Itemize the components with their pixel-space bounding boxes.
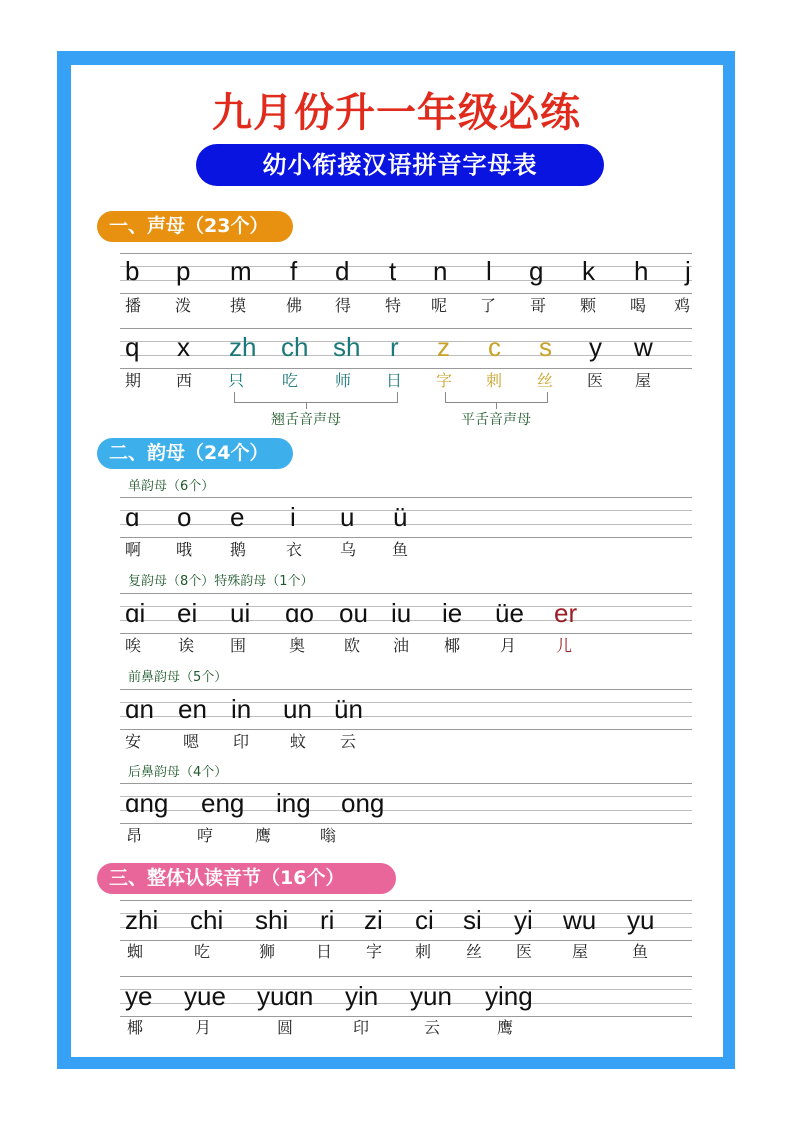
example-char: 狮 bbox=[259, 942, 276, 961]
section-heading-finals: 二、韵母（24个） bbox=[97, 438, 293, 469]
pinyin-letter: en bbox=[178, 694, 207, 724]
section-heading-whole-syllables: 三、整体认读音节（16个） bbox=[97, 863, 396, 894]
example-char: 摸 bbox=[230, 296, 247, 315]
pinyin-letter: w bbox=[634, 332, 653, 362]
example-char: 月 bbox=[195, 1018, 212, 1037]
pinyin-syllable: yin bbox=[345, 981, 379, 1011]
example-char: 椰 bbox=[444, 636, 461, 655]
example-char: 啊 bbox=[125, 540, 142, 559]
example-char: 字 bbox=[366, 942, 383, 961]
pinyin-syllable: zi bbox=[364, 905, 383, 935]
example-char: 奥 bbox=[289, 636, 306, 655]
example-char: 鹰 bbox=[497, 1018, 514, 1037]
example-char: 期 bbox=[125, 371, 142, 390]
pinyin-letter: m bbox=[230, 256, 252, 286]
example-char: 哦 bbox=[176, 540, 193, 559]
example-char: 医 bbox=[587, 371, 604, 390]
example-char: 诶 bbox=[178, 636, 195, 655]
example-char: 印 bbox=[233, 732, 250, 751]
pinyin-letter: ɑn bbox=[125, 694, 154, 724]
example-char: 佛 bbox=[286, 296, 303, 315]
pinyin-letter-flat: z bbox=[437, 332, 450, 362]
example-char: 云 bbox=[340, 732, 357, 751]
example-char: 师 bbox=[335, 371, 352, 390]
pinyin-letter: h bbox=[634, 256, 649, 286]
writing-grid bbox=[120, 328, 692, 369]
example-char: 丝 bbox=[537, 371, 554, 390]
example-char: 颗 bbox=[580, 296, 597, 315]
pinyin-letter-retroflex: r bbox=[390, 332, 399, 362]
pinyin-letter: k bbox=[582, 256, 595, 286]
pinyin-letter: p bbox=[176, 256, 191, 286]
example-char: 嗯 bbox=[183, 732, 200, 751]
subsection-label-compound-finals: 复韵母（8个）特殊韵母（1个） bbox=[128, 574, 314, 589]
pinyin-syllable: ri bbox=[320, 905, 335, 935]
pinyin-letter-flat: s bbox=[539, 332, 552, 362]
pinyin-letter: o bbox=[177, 502, 192, 532]
pinyin-syllable: yi bbox=[514, 905, 533, 935]
example-char: 围 bbox=[230, 636, 247, 655]
example-char: 吃 bbox=[194, 942, 211, 961]
pinyin-letter-special: er bbox=[554, 598, 578, 628]
example-char: 丝 bbox=[466, 942, 483, 961]
pinyin-syllable: zhi bbox=[125, 905, 159, 935]
example-char: 泼 bbox=[175, 296, 192, 315]
pinyin-syllable: ying bbox=[485, 981, 533, 1011]
retroflex-bracket-tick bbox=[306, 403, 307, 409]
pinyin-letter: üe bbox=[495, 598, 524, 628]
pinyin-letter: ing bbox=[276, 788, 311, 818]
example-char: 哥 bbox=[530, 296, 547, 315]
pinyin-syllable: yue bbox=[184, 981, 226, 1011]
example-char: 乌 bbox=[340, 540, 357, 559]
example-char: 西 bbox=[176, 371, 193, 390]
example-char: 蚊 bbox=[290, 732, 307, 751]
retroflex-label: 翘舌音声母 bbox=[271, 412, 341, 428]
pinyin-syllable: ci bbox=[415, 905, 434, 935]
pinyin-syllable: si bbox=[463, 905, 482, 935]
pinyin-letter: u bbox=[340, 502, 355, 532]
pinyin-letter: ɑ bbox=[125, 502, 140, 532]
pinyin-syllable: yu bbox=[627, 905, 655, 935]
example-char: 屋 bbox=[572, 942, 589, 961]
pinyin-letter: in bbox=[231, 694, 252, 724]
pinyin-letter: g bbox=[529, 256, 544, 286]
pinyin-letter: iu bbox=[391, 598, 412, 628]
pinyin-syllable: ye bbox=[125, 981, 153, 1011]
pinyin-syllable: yun bbox=[410, 981, 452, 1011]
example-char: 哼 bbox=[197, 826, 214, 845]
example-char: 日 bbox=[386, 371, 403, 390]
example-char: 鹰 bbox=[255, 826, 272, 845]
example-char: 印 bbox=[353, 1018, 370, 1037]
example-char: 日 bbox=[316, 942, 333, 961]
pinyin-syllable: shi bbox=[255, 905, 289, 935]
page-title: 九月份升一年级必练 bbox=[212, 90, 581, 136]
example-char: 播 bbox=[125, 296, 142, 315]
pinyin-letter: i bbox=[290, 502, 296, 532]
pinyin-letter: eng bbox=[201, 788, 245, 818]
example-char: 昂 bbox=[126, 826, 143, 845]
pinyin-letter: j bbox=[685, 256, 691, 286]
pinyin-letter: ou bbox=[339, 598, 368, 628]
example-char: 油 bbox=[393, 636, 410, 655]
page-subtitle: 幼小衔接汉语拼音字母表 bbox=[196, 144, 604, 186]
pinyin-letter: ɑi bbox=[125, 598, 146, 628]
pinyin-letter: ei bbox=[177, 598, 198, 628]
example-char: 得 bbox=[335, 296, 352, 315]
section-heading-initials: 一、声母（23个） bbox=[97, 211, 293, 242]
example-char: 欧 bbox=[344, 636, 361, 655]
example-char: 只 bbox=[228, 371, 245, 390]
flat-tongue-label: 平舌音声母 bbox=[461, 412, 531, 428]
example-char: 蜘 bbox=[127, 942, 144, 961]
subsection-label-front-nasal-finals: 前鼻韵母（5个） bbox=[128, 670, 228, 685]
pinyin-letter-flat: c bbox=[488, 332, 501, 362]
flat-tongue-bracket-tick bbox=[496, 403, 497, 409]
pinyin-letter: b bbox=[125, 256, 140, 286]
example-char: 鱼 bbox=[632, 942, 649, 961]
example-char: 呢 bbox=[431, 296, 448, 315]
pinyin-letter: ie bbox=[442, 598, 463, 628]
subsection-label-simple-finals: 单韵母（6个） bbox=[128, 479, 215, 494]
pinyin-letter: ün bbox=[334, 694, 363, 724]
example-char: 鸡 bbox=[674, 296, 691, 315]
flat-tongue-bracket bbox=[445, 392, 548, 403]
example-char: 字 bbox=[436, 371, 453, 390]
example-char: 圆 bbox=[277, 1018, 294, 1037]
example-char: 衣 bbox=[286, 540, 303, 559]
pinyin-letter: q bbox=[125, 332, 140, 362]
pinyin-syllable: chi bbox=[190, 905, 224, 935]
example-char: 吃 bbox=[282, 371, 299, 390]
example-char: 了 bbox=[480, 296, 497, 315]
example-char: 月 bbox=[500, 636, 517, 655]
pinyin-letter: y bbox=[589, 332, 602, 362]
example-char: 医 bbox=[516, 942, 533, 961]
pinyin-letter: f bbox=[290, 256, 298, 286]
pinyin-syllable: yuɑn bbox=[257, 981, 314, 1011]
example-char: 安 bbox=[125, 732, 142, 751]
pinyin-letter-retroflex: sh bbox=[333, 332, 361, 362]
pinyin-letter: e bbox=[230, 502, 245, 532]
example-char: 鱼 bbox=[392, 540, 409, 559]
pinyin-letter: d bbox=[335, 256, 350, 286]
example-char: 嗡 bbox=[320, 826, 337, 845]
example-char: 特 bbox=[385, 296, 402, 315]
example-char: 鹅 bbox=[230, 540, 247, 559]
example-char: 儿 bbox=[556, 636, 573, 655]
example-char: 椰 bbox=[127, 1018, 144, 1037]
example-char: 喝 bbox=[630, 296, 647, 315]
writing-grid bbox=[120, 253, 692, 294]
example-char: 唉 bbox=[125, 636, 142, 655]
example-char: 屋 bbox=[635, 371, 652, 390]
pinyin-letter-retroflex: ch bbox=[281, 332, 309, 362]
pinyin-letter: ong bbox=[341, 788, 385, 818]
pinyin-syllable: wu bbox=[563, 905, 597, 935]
pinyin-letter: ɑng bbox=[125, 788, 169, 818]
example-char: 刺 bbox=[415, 942, 432, 961]
pinyin-letter: x bbox=[177, 332, 190, 362]
pinyin-letter: ui bbox=[230, 598, 251, 628]
pinyin-letter: n bbox=[433, 256, 448, 286]
pinyin-letter: ɑo bbox=[285, 598, 314, 628]
pinyin-letter: l bbox=[486, 256, 492, 286]
pinyin-letter: ü bbox=[393, 502, 408, 532]
pinyin-letter: t bbox=[389, 256, 397, 286]
pinyin-letter: un bbox=[283, 694, 312, 724]
subsection-label-back-nasal-finals: 后鼻韵母（4个） bbox=[128, 765, 228, 780]
example-char: 云 bbox=[424, 1018, 441, 1037]
retroflex-bracket bbox=[234, 392, 398, 403]
pinyin-letter-retroflex: zh bbox=[229, 332, 257, 362]
example-char: 刺 bbox=[486, 371, 503, 390]
